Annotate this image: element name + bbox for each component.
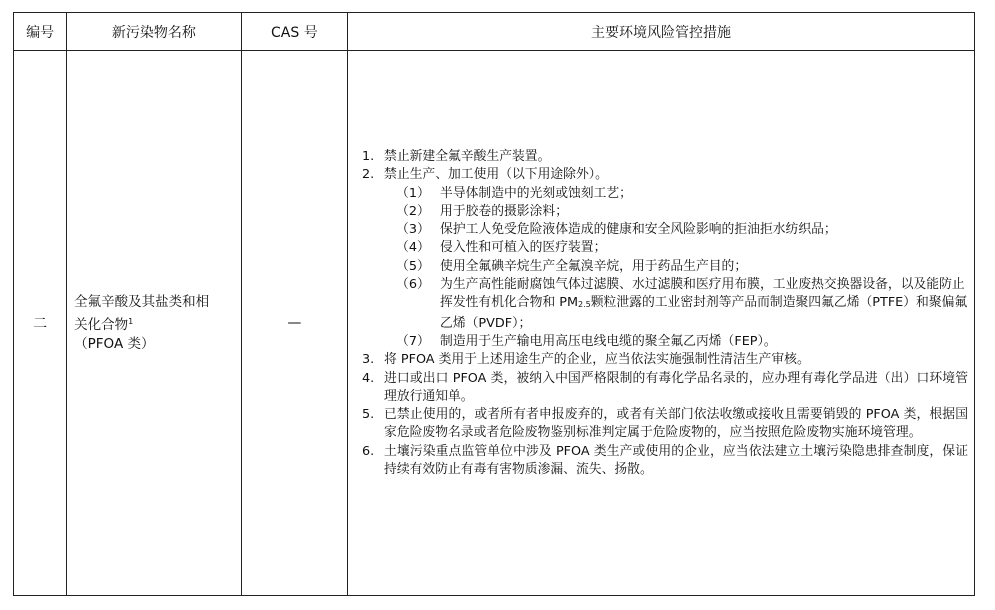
measure-number: 3.: [362, 352, 375, 368]
pollutant-name: [67, 51, 242, 596]
exemption-number: （7）: [396, 333, 430, 349]
pollutant-name-line: [74, 312, 235, 335]
row-number: 二: [14, 51, 67, 596]
exemption-text: [440, 276, 968, 333]
header-pollutant-name: 新污染物名称: [67, 13, 242, 51]
exemption-item: [362, 185, 968, 203]
exemption-number: （5）: [396, 258, 430, 274]
exemption-item: [362, 276, 968, 333]
control-measures: [348, 51, 975, 596]
exemption-text: 使用全氟碘辛烷生产全氟溴辛烷，用于药品生产目的；: [440, 258, 748, 274]
footnote-marker: 1: [128, 316, 134, 326]
exemption-text-part: 为生产高性能耐腐蚀气体过滤膜、水过滤膜和医疗用布膜，工业废热交换器设备，以及能防止挥发性有机化合物和 PM: [440, 277, 965, 311]
measure-text: 将 PFOA 类用于上述用途生产的企业，应当依法实施强制性清洁生产审核。: [384, 352, 810, 368]
exemption-text: 用于胶卷的摄影涂料；: [440, 203, 568, 219]
pollutant-name-abbr: （PFOA 类）: [74, 335, 155, 352]
exemption-item: [362, 333, 968, 351]
measure-item: [362, 406, 968, 443]
measure-text: 已禁止使用的，或者所有者申报废弃的，或者有关部门依法收缴或接收且需要销毁的 PFOA 类，根据国家危险废物名录或者危险废物鉴别标准判定属于危险废物的，应当按照危险废物实施环境管理。: [384, 407, 968, 441]
measure-text: 禁止生产、加工使用（以下用途除外）。: [384, 167, 608, 183]
exemption-item: [362, 203, 968, 221]
exemption-text: 保护工人免受危险液体造成的健康和安全风险影响的拒油拒水纺织品；: [440, 222, 837, 238]
table-row: [14, 51, 975, 596]
exemption-item: [362, 258, 968, 276]
exemption-text: 侵入性和可植入的医疗装置；: [440, 240, 607, 256]
measure-number: 6.: [362, 443, 375, 459]
measure-text: 土壤污染重点监管单位中涉及 PFOA 类生产或使用的企业，应当依法建立土壤污染隐患排查制度，保证持续有效防止有毒有害物质渗漏、流失、扬散。: [384, 443, 968, 478]
exemption-text: 制造用于生产输电用高压电线电缆的聚全氟乙丙烯（FEP）。: [440, 333, 777, 349]
measure-text: 进口或出口 PFOA 类，被纳入中国严格限制的有毒化学品名录的，应办理有毒化学品进（出）口环境管理放行通知单。: [384, 370, 968, 404]
measure-item: [362, 351, 968, 369]
pollutant-name-line: 全氟辛酸及其盐类和相: [74, 293, 210, 310]
measure-item: [362, 370, 968, 407]
header-number: 编号: [14, 13, 67, 51]
exemption-text: 半导体制造中的光刻或蚀刻工艺；: [440, 185, 632, 201]
measure-item: [362, 166, 968, 184]
header-control-measures: 主要环境风险管控措施: [348, 13, 975, 51]
header-row: [14, 13, 975, 51]
exemption-item: [362, 221, 968, 239]
exemption-number: （4）: [396, 240, 430, 256]
measure-number: 4.: [362, 370, 375, 386]
cas-number: —: [241, 51, 347, 596]
header-cas-number: CAS 号: [241, 13, 347, 51]
exemption-text-part: 颗粒泄露的工业密封剂等产品而制造聚四氟乙烯（PTFE）和聚偏氟乙烯（PVDF）；: [440, 295, 968, 331]
exemption-number: （1）: [396, 185, 430, 201]
exemption-number: （2）: [396, 203, 430, 219]
exemption-number: （3）: [396, 222, 430, 238]
exemption-item: [362, 239, 968, 257]
exemption-number: （6）: [396, 277, 430, 293]
pm-subscript: 2.5: [578, 300, 591, 310]
measure-item: [362, 443, 968, 480]
measure-number: 2.: [362, 167, 375, 183]
pollutant-control-table: [13, 12, 975, 596]
measure-text: 禁止新建全氟辛酸生产装置。: [384, 149, 551, 164]
measure-item: [362, 148, 968, 166]
measure-number: 1.: [362, 149, 375, 164]
pollutant-name-text: 关化合物: [74, 316, 129, 333]
measure-number: 5.: [362, 407, 375, 423]
